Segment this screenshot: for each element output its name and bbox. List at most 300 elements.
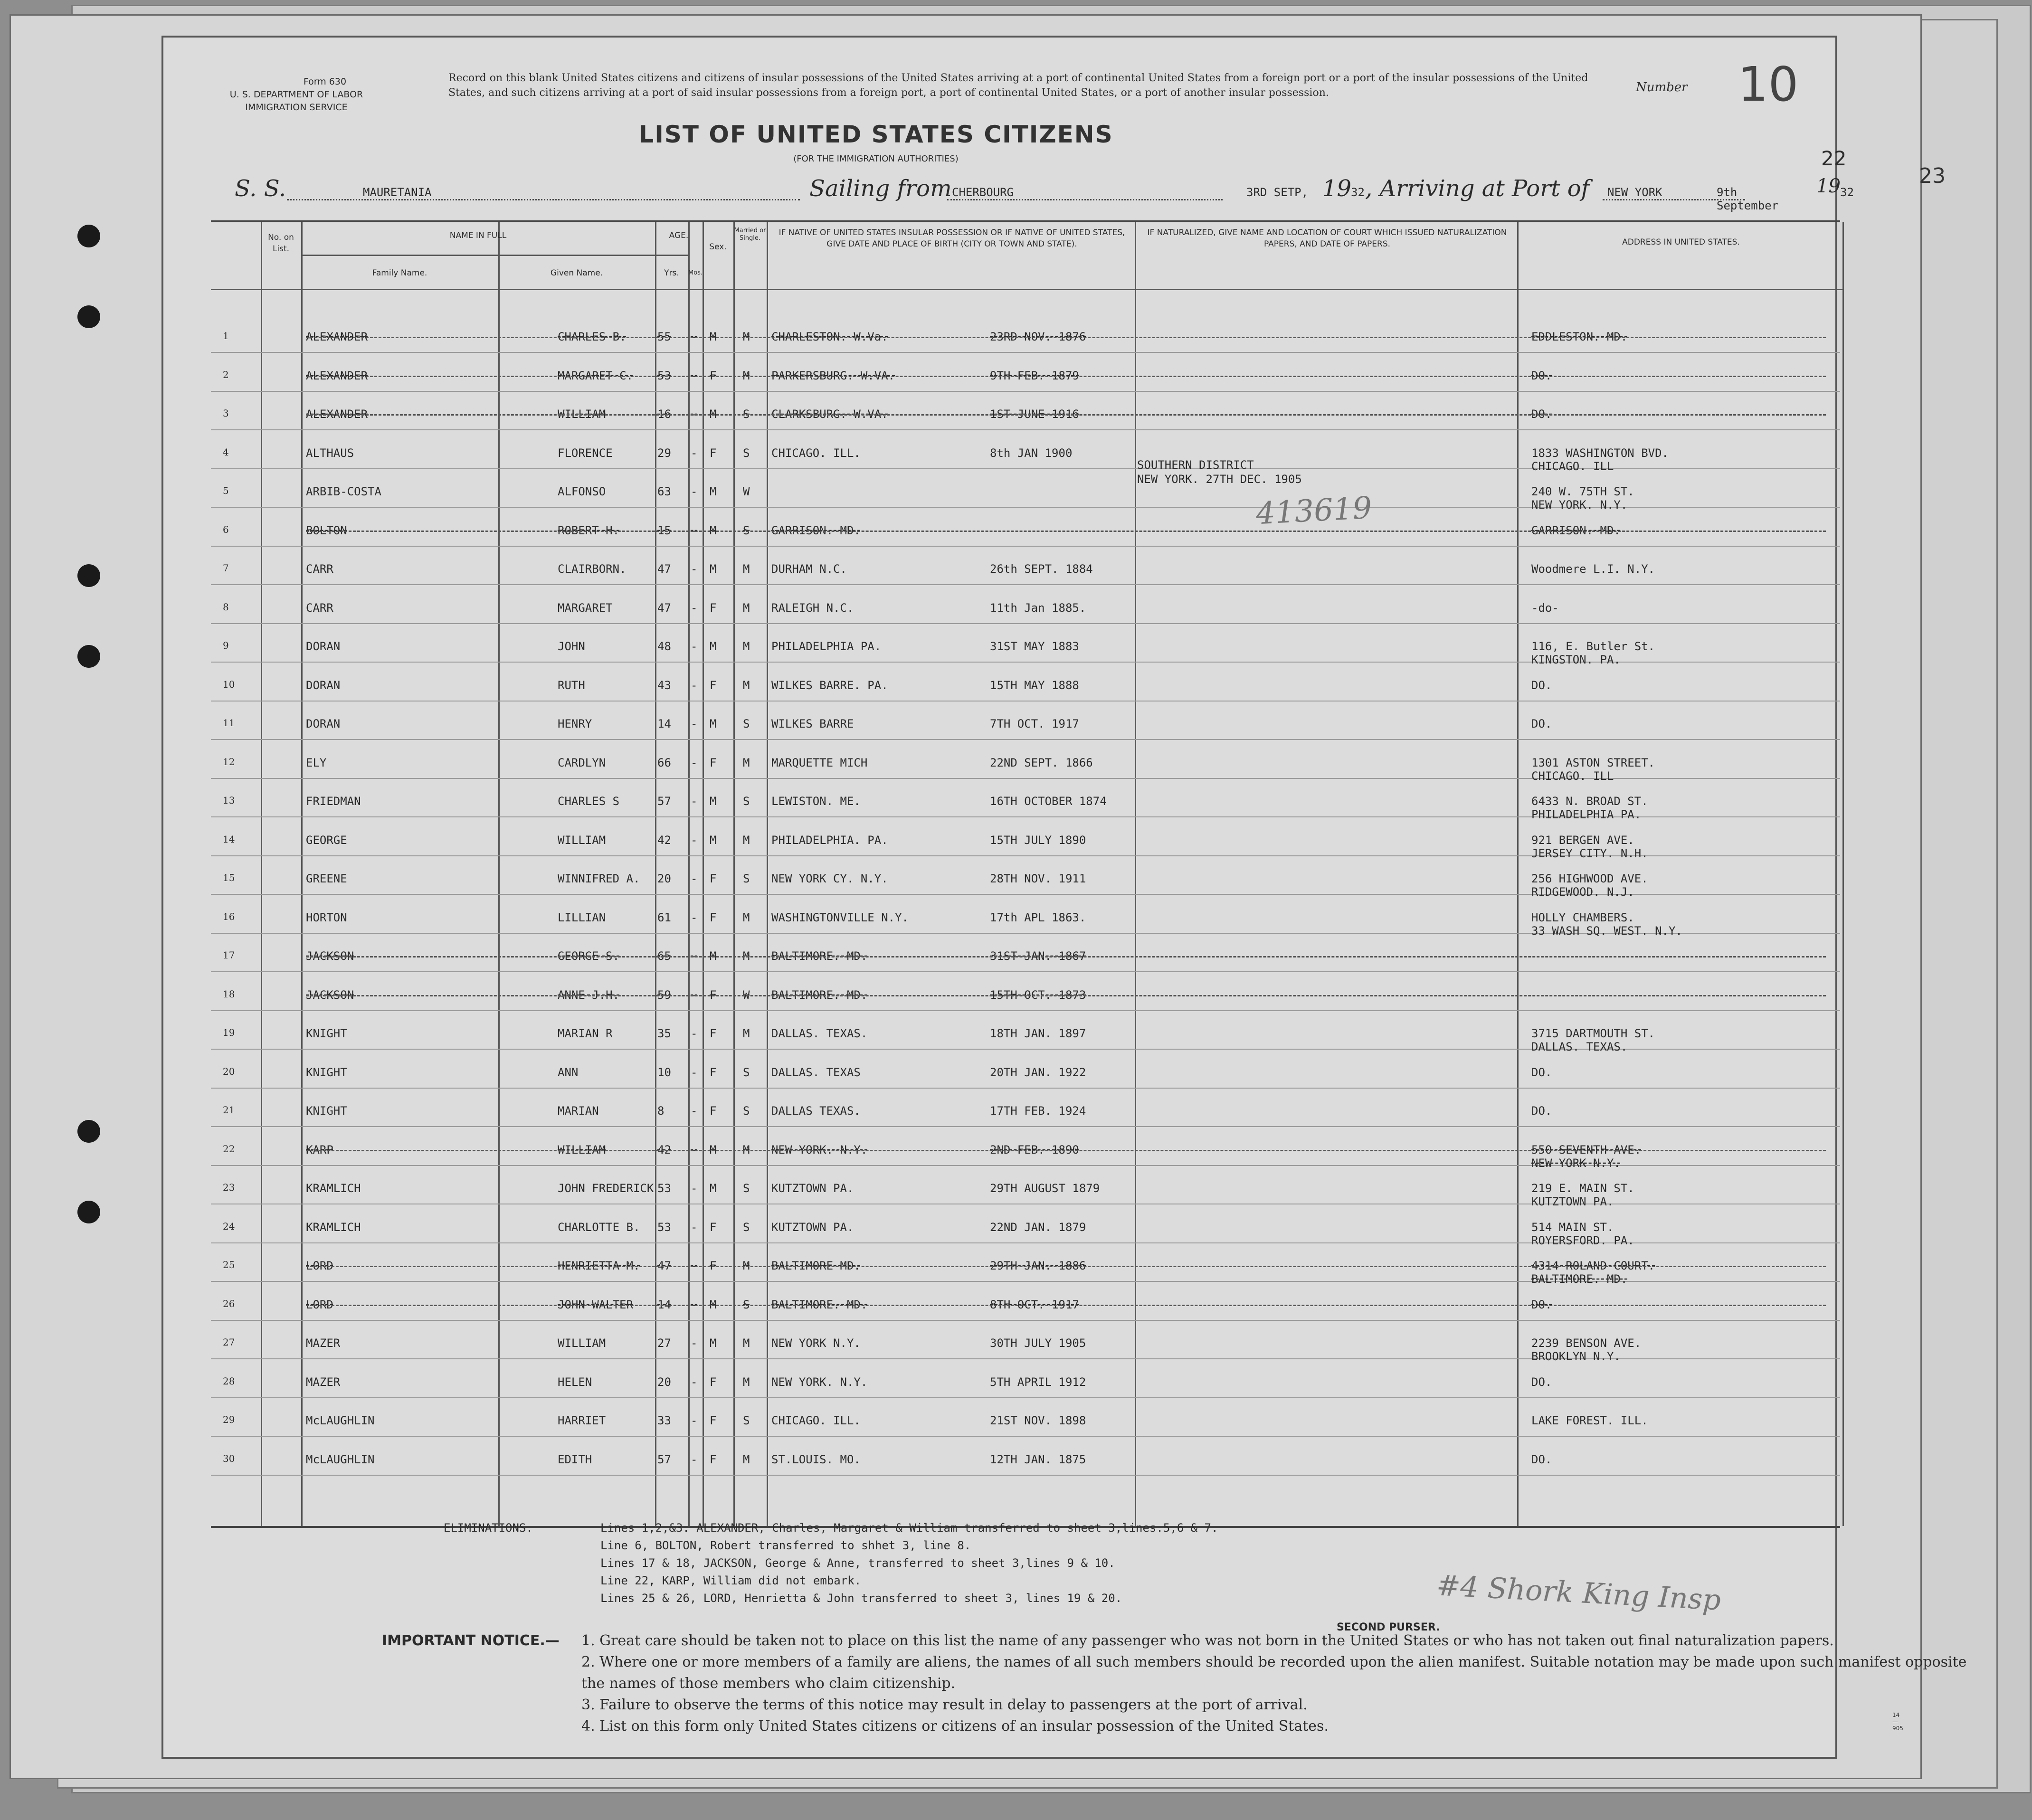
cell-addr1: DO.: [1531, 1065, 1552, 1079]
cell-addr2: CHICAGO. ILL: [1531, 459, 1614, 473]
cell-family: ELY: [306, 756, 327, 769]
table-row: [211, 826, 1840, 864]
date-from: 3RD SETP,: [1246, 186, 1309, 199]
cell-addr1: 240 W. 75TH ST.: [1531, 485, 1634, 498]
handwritten-stamp-number: 413619: [1255, 490, 1373, 532]
service-name: IMMIGRATION SERVICE: [245, 102, 348, 113]
cell-family: JACKSON: [306, 949, 354, 963]
cell-date: 31ST MAY 1883: [990, 640, 1079, 653]
cell-family: LORD: [306, 1298, 333, 1311]
header-name-in-full: NAME IN FULL: [449, 231, 507, 240]
cell-addr2: DALLAS. TEXAS.: [1531, 1040, 1628, 1053]
cell-date: 18TH JAN. 1897: [990, 1027, 1086, 1040]
cell-addr1: DO.: [1531, 408, 1552, 421]
cell-sex: M: [710, 717, 717, 730]
cell-no: 22: [223, 1143, 235, 1155]
adjacent-page-number: 23: [1919, 164, 1946, 188]
cell-yrs: 53: [657, 369, 671, 382]
cell-yrs: 33: [657, 1414, 671, 1427]
cell-no: 26: [223, 1298, 235, 1309]
cell-date: 28TH NOV. 1911: [990, 872, 1086, 885]
cell-sex: M: [710, 795, 717, 808]
list-number: 10: [1738, 57, 1799, 112]
cell-addr2: ROYERSFORD. PA.: [1531, 1233, 1634, 1247]
cell-yrs: 10: [657, 1065, 671, 1079]
cell-addr2: RIDGEWOOD. N.J.: [1531, 885, 1634, 899]
cell-mos: -: [691, 717, 698, 730]
cell-no: 16: [223, 910, 235, 922]
cell-ms: S: [743, 872, 750, 885]
cell-sex: M: [710, 562, 717, 576]
cell-ms: S: [743, 795, 750, 808]
cell-no: 24: [223, 1220, 235, 1232]
arriving-label: , Arriving at Port of: [1365, 175, 1590, 202]
cell-given: WILLIAM: [558, 833, 606, 847]
elimination-line: Line 6, BOLTON, Robert transferred to shhet 3, line 8.: [600, 1539, 971, 1552]
form-identifier: [206, 76, 387, 114]
cell-place: LEWISTON. ME.: [771, 795, 861, 808]
cell-date: 8TH OCT. 1917: [990, 1298, 1079, 1311]
cell-addr2: 33 WASH SQ. WEST. N.Y.: [1531, 924, 1682, 938]
cell-place: CHICAGO. ILL.: [771, 446, 861, 460]
cell-addr1: DO.: [1531, 717, 1552, 730]
cell-given: CHARLOTTE B.: [558, 1220, 640, 1234]
header-no: No. on List.: [268, 233, 294, 254]
table-row: [211, 671, 1840, 709]
cell-date: 30TH JULY 1905: [990, 1337, 1086, 1350]
strike-line: [306, 995, 1826, 996]
cell-addr1: DO.: [1531, 678, 1552, 692]
cell-yrs: 66: [657, 756, 671, 769]
cell-mos: -: [691, 795, 698, 808]
cell-mos: -: [691, 1143, 698, 1156]
cell-given: JOHN: [558, 640, 585, 653]
table-row: [211, 594, 1840, 632]
cell-yrs: 8: [657, 1104, 665, 1118]
cell-family: DORAN: [306, 678, 341, 692]
elimination-line: Line 22, KARP, William did not embark.: [600, 1574, 862, 1587]
cell-place: PHILADELPHIA PA.: [771, 640, 882, 653]
cell-addr1: EDDLESTON. MD.: [1531, 330, 1628, 343]
print-code: 14—905: [1892, 1712, 1903, 1732]
number-label: Number: [1636, 80, 1688, 95]
cell-family: MAZER: [306, 1337, 341, 1350]
notice-item: 2. Where one or more members of a family are aliens, the names of all such members should be recorded upon the alien manifest. Suitable notation may be made upon such manifest opposite the names of those members who claim citizenship.: [581, 1654, 1967, 1692]
cell-sex: F: [710, 446, 717, 460]
cell-date: 15TH JULY 1890: [990, 833, 1086, 847]
cell-naturalization: SOUTHERN DISTRICT: [1137, 458, 1254, 472]
cell-date: 31ST JAN. 1867: [990, 949, 1086, 963]
cell-addr1: 4314 ROLAND COURT.: [1531, 1259, 1655, 1272]
cell-ms: S: [743, 523, 750, 537]
cell-yrs: 35: [657, 1027, 671, 1040]
cell-yrs: 47: [657, 562, 671, 576]
cell-mos: -: [691, 949, 698, 963]
cell-sex: M: [710, 640, 717, 653]
notice-item: 3. Failure to observe the terms of this notice may result in delay to passengers at the port of arrival.: [581, 1697, 1308, 1713]
ss-label: S. S.: [235, 175, 286, 202]
cell-no: 27: [223, 1337, 235, 1348]
cell-given: CHARLES B.: [558, 330, 627, 343]
cell-family: ALTHAUS: [306, 446, 354, 460]
cell-mos: -: [691, 1452, 698, 1466]
cell-no: 20: [223, 1065, 235, 1077]
cell-addr1: DO.: [1531, 1298, 1552, 1311]
cell-mos: -: [691, 988, 698, 1002]
punch-hole: [77, 645, 100, 668]
cell-mos: -: [691, 678, 698, 692]
cell-no: 4: [223, 446, 229, 458]
cell-mos: -: [691, 1414, 698, 1427]
cell-yrs: 29: [657, 446, 671, 460]
header-naturalized: IF NATURALIZED, GIVE NAME AND LOCATION OF COURT WHICH ISSUED NATURALIZATION PAPERS, AND DATE OF PAPERS.: [1147, 228, 1507, 249]
cell-mos: -: [691, 756, 698, 769]
cell-date: 29TH JAN. 1886: [990, 1259, 1086, 1272]
cell-family: KRAMLICH: [306, 1182, 361, 1195]
cell-sex: F: [710, 1220, 717, 1234]
cell-family: BOLTON: [306, 523, 347, 537]
year-prefix: 19: [1322, 175, 1352, 202]
cell-ms: S: [743, 1065, 750, 1079]
cell-sex: F: [710, 1027, 717, 1040]
cell-addr1: LAKE FOREST. ILL.: [1531, 1414, 1648, 1427]
cell-yrs: 20: [657, 872, 671, 885]
table-row: [211, 400, 1840, 438]
cell-ms: M: [743, 756, 750, 769]
table-row: [211, 555, 1840, 593]
cell-ms: M: [743, 1375, 750, 1389]
cell-no: 14: [223, 833, 235, 845]
cell-date: 5TH APRIL 1912: [990, 1375, 1086, 1389]
punch-hole: [77, 564, 100, 587]
cell-ms: M: [743, 833, 750, 847]
table-row: [211, 1445, 1840, 1483]
cell-addr1: 6433 N. BROAD ST.: [1531, 795, 1648, 808]
cell-no: 13: [223, 795, 235, 806]
cell-mos: -: [691, 1104, 698, 1118]
cell-given: HARRIET: [558, 1414, 606, 1427]
ship-name: MAURETANIA: [363, 186, 432, 199]
cell-given: GEORGE S.: [558, 949, 620, 963]
cell-given: RUTH: [558, 678, 585, 692]
cell-no: 15: [223, 872, 235, 883]
cell-given: CLAIRBORN.: [558, 562, 627, 576]
cell-yrs: 53: [657, 1182, 671, 1195]
port-from: CHERBOURG: [952, 186, 1014, 199]
cell-family: HORTON: [306, 910, 347, 924]
cell-sex: M: [710, 485, 717, 498]
cell-given: MARGARET C.: [558, 369, 633, 382]
header-address: ADDRESS IN UNITED STATES.: [1622, 237, 1740, 247]
cell-addr2: PHILADELPHIA PA.: [1531, 808, 1642, 821]
cell-sex: F: [710, 1065, 717, 1079]
cell-sex: F: [710, 756, 717, 769]
cell-sex: M: [710, 949, 717, 963]
cell-addr2: BALTIMORE. MD.: [1531, 1272, 1628, 1286]
cell-sex: M: [710, 523, 717, 537]
cell-given: EDITH: [558, 1452, 592, 1466]
cell-no: 1: [223, 330, 229, 341]
cell-ms: M: [743, 1452, 750, 1466]
eliminations-list: [600, 1519, 1550, 1607]
cell-given: CARDLYN: [558, 756, 606, 769]
cell-mos: -: [691, 1298, 698, 1311]
cell-place: CHICAGO. ILL.: [771, 1414, 861, 1427]
cell-family: McLAUGHLIN: [306, 1452, 375, 1466]
cell-mos: -: [691, 1259, 698, 1272]
cell-mos: -: [691, 562, 698, 576]
cell-no: 18: [223, 988, 235, 1000]
header-yrs: Yrs.: [664, 268, 679, 278]
cell-addr1: 1301 ASTON STREET.: [1531, 756, 1655, 769]
cell-family: McLAUGHLIN: [306, 1414, 375, 1427]
cell-place: DALLAS. TEXAS.: [771, 1027, 868, 1040]
second-purser-label: SECOND PURSER.: [1337, 1621, 1440, 1633]
cell-sex: F: [710, 601, 717, 615]
page-subtitle: (FOR THE IMMIGRATION AUTHORITIES): [793, 154, 959, 164]
cell-family: MAZER: [306, 1375, 341, 1389]
cell-given: MARGARET: [558, 601, 613, 615]
cell-place: PARKERSBURG. W.VA.: [771, 369, 895, 382]
cell-addr1: 3715 DARTMOUTH ST.: [1531, 1027, 1655, 1040]
cell-ms: M: [743, 1027, 750, 1040]
cell-place: BALTIMORE. MD.: [771, 988, 868, 1002]
table-row: [211, 1329, 1840, 1367]
table-row: [211, 1174, 1840, 1212]
header-mos: Mos.: [688, 269, 703, 276]
cell-addr1: GARRISON. MD.: [1531, 523, 1621, 537]
cell-mos: -: [691, 446, 698, 460]
notice-item: 1. Great care should be taken not to place on this list the name of any passenger who was not born in the United States or who has not taken out final naturalization papers.: [581, 1632, 1834, 1649]
cell-family: JACKSON: [306, 988, 354, 1002]
cell-ms: M: [743, 330, 750, 343]
cell-place: DURHAM N.C.: [771, 562, 847, 576]
cell-yrs: 14: [657, 1298, 671, 1311]
cell-no: 5: [223, 485, 229, 496]
cell-no: 23: [223, 1182, 235, 1193]
cell-date: 17TH FEB. 1924: [990, 1104, 1086, 1118]
page-title: LIST OF UNITED STATES CITIZENS: [638, 121, 1113, 148]
cell-no: 3: [223, 408, 229, 419]
cell-given: WILLIAM: [558, 1337, 606, 1350]
cell-mos: -: [691, 833, 698, 847]
cell-place: RALEIGH N.C.: [771, 601, 854, 615]
cell-date: 8th JAN 1900: [990, 446, 1073, 460]
cell-given: ROBERT H.: [558, 523, 620, 537]
cell-sex: M: [710, 1182, 717, 1195]
important-notice-heading: IMPORTANT NOTICE.—: [382, 1632, 560, 1649]
cell-place: GARRISON. MD.: [771, 523, 861, 537]
cell-addr1: DO.: [1531, 1104, 1552, 1118]
cell-place: KUTZTOWN PA.: [771, 1182, 854, 1195]
cell-yrs: 55: [657, 330, 671, 343]
cell-addr1: 921 BERGEN AVE.: [1531, 833, 1634, 847]
cell-ms: S: [743, 1298, 750, 1311]
cell-yrs: 47: [657, 601, 671, 615]
cell-addr1: DO.: [1531, 369, 1552, 382]
cell-addr2: KINGSTON. PA.: [1531, 653, 1621, 666]
cell-ms: W: [743, 485, 750, 498]
cell-place: NEW YORK. N.Y.: [771, 1143, 868, 1156]
cell-ms: S: [743, 1414, 750, 1427]
cell-sex: M: [710, 1298, 717, 1311]
elimination-line: Lines 25 & 26, LORD, Henrietta & John transferred to sheet 3, lines 19 & 20.: [600, 1592, 1122, 1605]
cell-given: HENRIETTA M.: [558, 1259, 640, 1272]
cell-given: HENRY: [558, 717, 592, 730]
cell-place: BALTIMORE. MD.: [771, 1298, 868, 1311]
cell-mos: -: [691, 1337, 698, 1350]
cell-mos: -: [691, 523, 698, 537]
cell-sex: F: [710, 369, 717, 382]
cell-addr1: HOLLY CHAMBERS.: [1531, 910, 1634, 924]
cell-family: CARR: [306, 601, 333, 615]
cell-yrs: 47: [657, 1259, 671, 1272]
cell-given: ALFONSO: [558, 485, 606, 498]
cell-ms: M: [743, 910, 750, 924]
table-row: [211, 710, 1840, 748]
strike-line: [306, 531, 1826, 532]
cell-addr1: 550 SEVENTH AVE.: [1531, 1143, 1642, 1156]
cell-family: DORAN: [306, 717, 341, 730]
cell-sex: F: [710, 988, 717, 1002]
cell-family: ARBIB-COSTA: [306, 485, 381, 498]
cell-family: ALEXANDER: [306, 408, 368, 421]
cell-mos: -: [691, 1375, 698, 1389]
cell-yrs: 27: [657, 1337, 671, 1350]
cell-naturalization: NEW YORK. 27TH DEC. 1905: [1137, 473, 1302, 486]
eliminations-label: ELIMINATIONS.: [444, 1521, 533, 1535]
punch-hole: [77, 1120, 100, 1143]
cell-given: LILLIAN: [558, 910, 606, 924]
cell-family: KARP: [306, 1143, 333, 1156]
cell-family: FRIEDMAN: [306, 795, 361, 808]
cell-mos: -: [691, 1065, 698, 1079]
header-birthplace: IF NATIVE OF UNITED STATES INSULAR POSSESSION OR IF NATIVE OF UNITED STATES, GIVE DATE AND PLACE OF BIRTH (CITY OR TOWN AND STATE).: [779, 228, 1125, 249]
header-sex: Sex.: [709, 242, 727, 252]
table-row: [211, 439, 1840, 477]
cell-yrs: 20: [657, 1375, 671, 1389]
cell-place: ST.LOUIS. MO.: [771, 1452, 861, 1466]
cell-date: 15TH OCT. 1873: [990, 988, 1086, 1002]
cell-date: 9TH FEB. 1879: [990, 369, 1079, 382]
cell-family: GEORGE: [306, 833, 347, 847]
cell-no: 17: [223, 949, 235, 961]
cell-date: 22ND SEPT. 1866: [990, 756, 1093, 769]
table-row: [211, 632, 1840, 670]
date-to: 9th September: [1717, 186, 1779, 212]
cell-no: 11: [223, 717, 235, 729]
cell-ms: M: [743, 1337, 750, 1350]
cell-ms: S: [743, 1104, 750, 1118]
cell-yrs: 57: [657, 795, 671, 808]
cell-addr1: 514 MAIN ST.: [1531, 1220, 1614, 1234]
cell-given: JOHN FREDERICK: [558, 1182, 654, 1195]
voyage-line: [235, 175, 1854, 212]
strike-line: [306, 376, 1826, 377]
cell-addr1: Woodmere L.I. N.Y.: [1531, 562, 1655, 576]
cell-no: 12: [223, 756, 235, 768]
cell-given: ANN: [558, 1065, 579, 1079]
cell-no: 2: [223, 369, 229, 380]
cell-addr1: 256 HIGHWOOD AVE.: [1531, 872, 1648, 885]
cell-addr1: -do-: [1531, 601, 1559, 615]
cell-no: 9: [223, 640, 229, 651]
cell-addr1: 1833 WASHINGTON BVD.: [1531, 446, 1669, 460]
cell-given: MARIAN R: [558, 1027, 613, 1040]
cell-sex: M: [710, 408, 717, 421]
cell-place: DALLAS. TEXAS: [771, 1065, 861, 1079]
cell-ms: M: [743, 1259, 750, 1272]
cell-no: 28: [223, 1375, 235, 1387]
cell-sex: F: [710, 872, 717, 885]
cell-family: LORD: [306, 1259, 333, 1272]
cell-family: KNIGHT: [306, 1104, 347, 1118]
cell-family: ALEXANDER: [306, 369, 368, 382]
punch-hole: [77, 305, 100, 328]
table-row: [211, 361, 1840, 399]
cell-mos: -: [691, 408, 698, 421]
year-from: 32: [1351, 186, 1365, 199]
cell-addr1: DO.: [1531, 1375, 1552, 1389]
cell-ms: M: [743, 369, 750, 382]
table-row: [211, 1097, 1840, 1135]
table-row: [211, 1213, 1840, 1251]
cell-place: WASHINGTONVILLE N.Y.: [771, 910, 909, 924]
header-given-name: Given Name.: [550, 268, 603, 278]
cell-addr1: 2239 BENSON AVE.: [1531, 1337, 1642, 1350]
cell-sex: M: [710, 1143, 717, 1156]
cell-given: WILLIAM: [558, 408, 606, 421]
cell-yrs: 15: [657, 523, 671, 537]
cell-sex: M: [710, 1337, 717, 1350]
cell-yrs: 16: [657, 408, 671, 421]
cell-place: CHARLESTON. W.Va.: [771, 330, 888, 343]
cell-no: 7: [223, 562, 229, 574]
cell-mos: -: [691, 1220, 698, 1234]
elimination-line: Lines 17 & 18, JACKSON, George & Anne, transferred to sheet 3,lines 9 & 10.: [600, 1556, 1115, 1570]
cell-place: NEW YORK CY. N.Y.: [771, 872, 888, 885]
cell-family: KRAMLICH: [306, 1220, 361, 1234]
cell-mos: -: [691, 601, 698, 615]
cell-yrs: 14: [657, 717, 671, 730]
cell-no: 19: [223, 1027, 235, 1038]
cell-date: 29TH AUGUST 1879: [990, 1182, 1100, 1195]
cell-date: 20TH JAN. 1922: [990, 1065, 1086, 1079]
cell-date: 7TH OCT. 1917: [990, 717, 1079, 730]
cell-sex: F: [710, 678, 717, 692]
cell-date: 23RD NOV. 1876: [990, 330, 1086, 343]
form-number: Form 630: [303, 76, 347, 87]
cell-given: WINNIFRED A.: [558, 872, 640, 885]
table-row: [211, 787, 1840, 825]
cell-given: HELEN: [558, 1375, 592, 1389]
table-row: [211, 1136, 1840, 1174]
cell-ms: M: [743, 678, 750, 692]
cell-place: NEW YORK. N.Y.: [771, 1375, 868, 1389]
strike-line: [306, 956, 1826, 957]
cell-date: 11th Jan 1885.: [990, 601, 1086, 615]
cell-place: DALLAS TEXAS.: [771, 1104, 861, 1118]
year-to: 32: [1840, 186, 1854, 199]
cell-yrs: 61: [657, 910, 671, 924]
table-row: [211, 1406, 1840, 1444]
table-row: [211, 1368, 1840, 1406]
cell-given: FLORENCE: [558, 446, 613, 460]
important-notice-items: [581, 1630, 1983, 1737]
cell-sex: M: [710, 833, 717, 847]
cell-ms: S: [743, 408, 750, 421]
sailing-from-label: Sailing from: [809, 175, 952, 202]
